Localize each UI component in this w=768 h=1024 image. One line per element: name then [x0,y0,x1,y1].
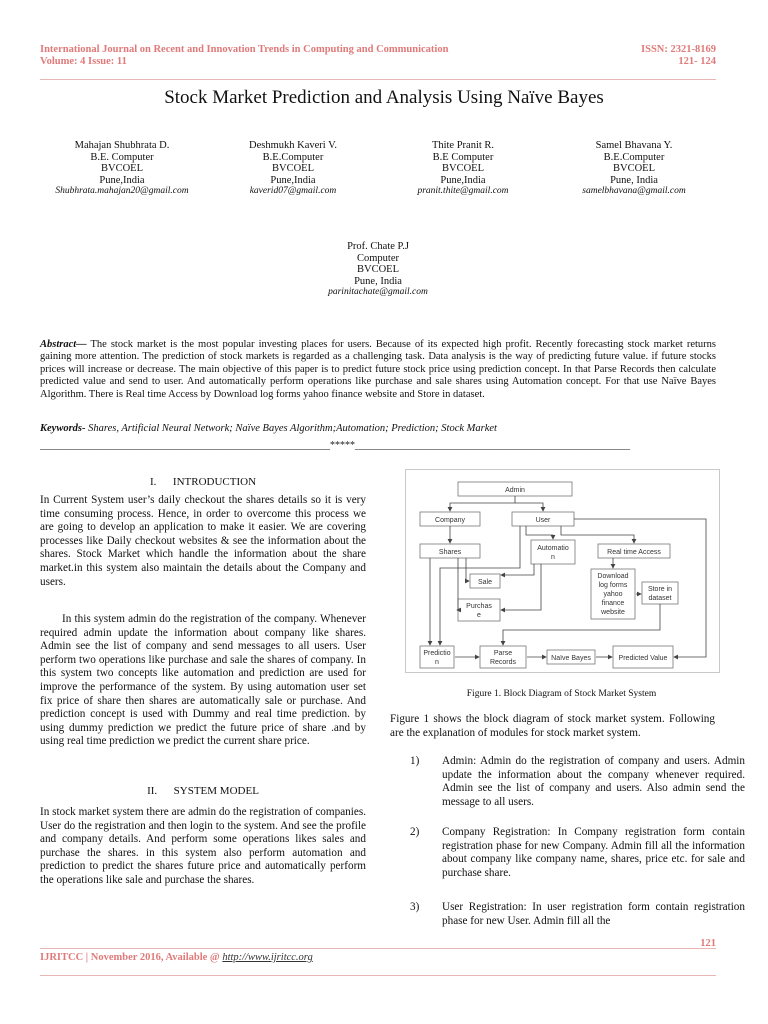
author-college: BVCOEL [357,264,399,276]
author-block [208,140,378,198]
list-item [390,826,745,882]
author-block [549,140,719,198]
figure-caption: Figure 1. Block Diagram of Stock Market System [466,689,657,699]
footer-rule-bottom [40,975,716,976]
node-label: website [601,609,625,616]
author-city: Pune, India [354,275,402,287]
node-label: e [477,612,481,619]
author-block [378,140,548,198]
node-label: Store in [647,586,673,593]
footer-text: IJRITCC | November 2016, Available @ [40,952,223,963]
keywords [40,423,716,434]
node-label: finance [601,600,625,607]
issn: ISSN: 2321-8169 [641,44,716,55]
author-city: Pune,India [270,174,316,186]
block-diagram [405,469,720,673]
intro-paragraph-1: In Current System user’s daily checkout the shares details so it is very time consuming process. Hence, in order to overcome this process we are going to develop an application to make it easier. We are covering processes like Daily checkout websites & see the information about the shares. Stock Market which handle the information about the share market.in this system also maintain the details about the Company and users. [40,494,366,588]
author-block [37,140,207,198]
section-number: II. [147,785,158,797]
node-label: User [535,517,551,524]
node-label: dataset [648,595,672,602]
list-item [390,755,745,811]
node-label: Shares [438,549,462,556]
author-dept: B.E.Computer [262,151,324,163]
list-item [390,901,745,929]
page-number: 121 [700,938,716,949]
section-heading-intro [40,476,366,488]
node-label: Predictio [423,650,451,657]
node-label: Purchas [466,603,492,610]
footer-link[interactable]: http://www.ijritcc.org [222,952,313,963]
footer [40,952,313,963]
block-diagram-svg [406,470,719,672]
author-college: BVCOEL [613,163,655,175]
page-range: 121- 124 [678,56,716,67]
list-text: User Registration: In user registration form contain registration phase for new User. Admin fill all the [442,901,745,927]
node-label: yahoo [603,591,623,598]
node-label: n [435,659,439,666]
node-label: log forms [598,582,628,589]
author-email[interactable]: Shubhrata.mahajan20@gmail.com [55,186,189,197]
header-rule [40,79,716,80]
author-city: Pune,India [440,174,486,186]
author-email[interactable]: pranit.thite@gmail.com [417,186,509,197]
section-separator: __________________________________________________________*****_______________________________________________________ [40,440,630,451]
author-city: Pune, India [610,174,658,186]
node-label: Predicted Value [618,655,668,662]
list-text: Admin: Admin do the registration of company and users. Admin update the information about the company whenever required. Admin see the list of company and users. Also admin send the message to all users. [442,755,745,808]
author-college: BVCOEL [272,163,314,175]
section-title: SYSTEM MODEL [173,785,259,797]
author-name: Mahajan Shubhrata D. [74,140,170,151]
author-name: Deshmukh Kaveri V. [249,140,337,151]
paper-title: Stock Market Prediction and Analysis Using Naïve Bayes [164,87,604,108]
keywords-label: Keywords- [40,423,86,434]
section-heading-system-model [40,785,366,797]
section-title: INTRODUCTION [172,476,257,488]
author-email[interactable]: parinitachate@gmail.com [328,287,428,298]
author-email[interactable]: kaverid07@gmail.com [249,186,337,197]
list-number: 1) [410,755,420,767]
node-label: Company [435,517,465,524]
author-dept: B.E. Computer [90,151,154,163]
node-label: Records [489,659,517,666]
author-dept: B.E.Computer [603,151,665,163]
author-college: BVCOEL [101,163,143,175]
author-name: Prof. Chate P.J [347,241,409,252]
intro-paragraph-2: In this system admin do the registration of the company. Whenever required admin update the information about company like shares. Admin see the list of company and send messages to all users. User perform two operations like purchase and sale the shares of company. In this system two concepts like automation and prediction are used for improve the performance of the system. By using automation user set fix price of share then shares are automatically sale or purchase. And prediction concept is used with Dummy and real time prediction. by using dummy prediction we predict the future price of share .and by using real time prediction we predict the current share price. [40,613,366,748]
system-model-paragraph: In stock market system there are admin do the registration of companies. User do the registration and then login to the system. And see the profile and company details. And perform some operations likes sales and purchase the shares. in this system also perform automation and prediction to predict the shares future price and automatically perform the operations like sale and purchase the shares. [40,806,366,886]
keywords-text: Shares, Artificial Neural Network; Naïve Bayes Algorithm;Automation; Prediction; Stock Market [85,423,497,434]
author-block [293,241,463,299]
abstract [40,339,716,401]
abstract-label: Abstract— [40,339,87,350]
author-dept: B.E Computer [432,151,494,163]
author-email[interactable]: samelbhavana@gmail.com [582,186,686,197]
author-name: Samel Bhavana Y. [595,140,673,151]
author-college: BVCOEL [442,163,484,175]
volume-issue: Volume: 4 Issue: 11 [40,56,127,67]
section-number: I. [149,476,157,488]
author-city: Pune,India [99,174,145,186]
figure-explanation: Figure 1 shows the block diagram of stock market system. Following are the explanation of modules for stock market system. [390,713,715,739]
journal-title: International Journal on Recent and Innovation Trends in Computing and Communication [40,44,449,55]
node-label: Real time Access [607,549,661,556]
author-dept: Computer [357,252,399,264]
footer-rule-top [40,948,716,949]
node-label: n [551,554,555,561]
node-label: Parse [493,650,513,657]
node-label: Admin [505,487,525,494]
node-label: Naïve Bayes [551,655,591,662]
node-label: Automatio [537,545,569,552]
list-number: 2) [410,826,420,838]
list-text: Company Registration: In Company registration form contain registration phase for new Company. Admin fill all the information about company like company name, shares, price etc. for sale and purchase share. [442,826,745,879]
node-label: Download [597,573,629,580]
list-number: 3) [410,901,420,913]
node-label: Sale [477,579,493,586]
abstract-text: The stock market is the most popular investing places for users. Because of its expected high profit. Recently forecasting stock market returns gaining more attention. The prediction of stock markets is regarded as a challenging task. Data analysis is the way of predicting future value. if future stocks prices will increase or decrease. The main objective of this paper is to predict future stock price using prediction concept. In that Parse Records then calculate predicted value and send to user. And automatically perform operations like purchase and sale shares using Automation concept. For that use Naïve Bayes Algorithm. There is Real time Access by Download log forms yahoo finance website and Store in dataset. [40,339,716,400]
author-name: Thite Pranit R. [431,140,495,151]
